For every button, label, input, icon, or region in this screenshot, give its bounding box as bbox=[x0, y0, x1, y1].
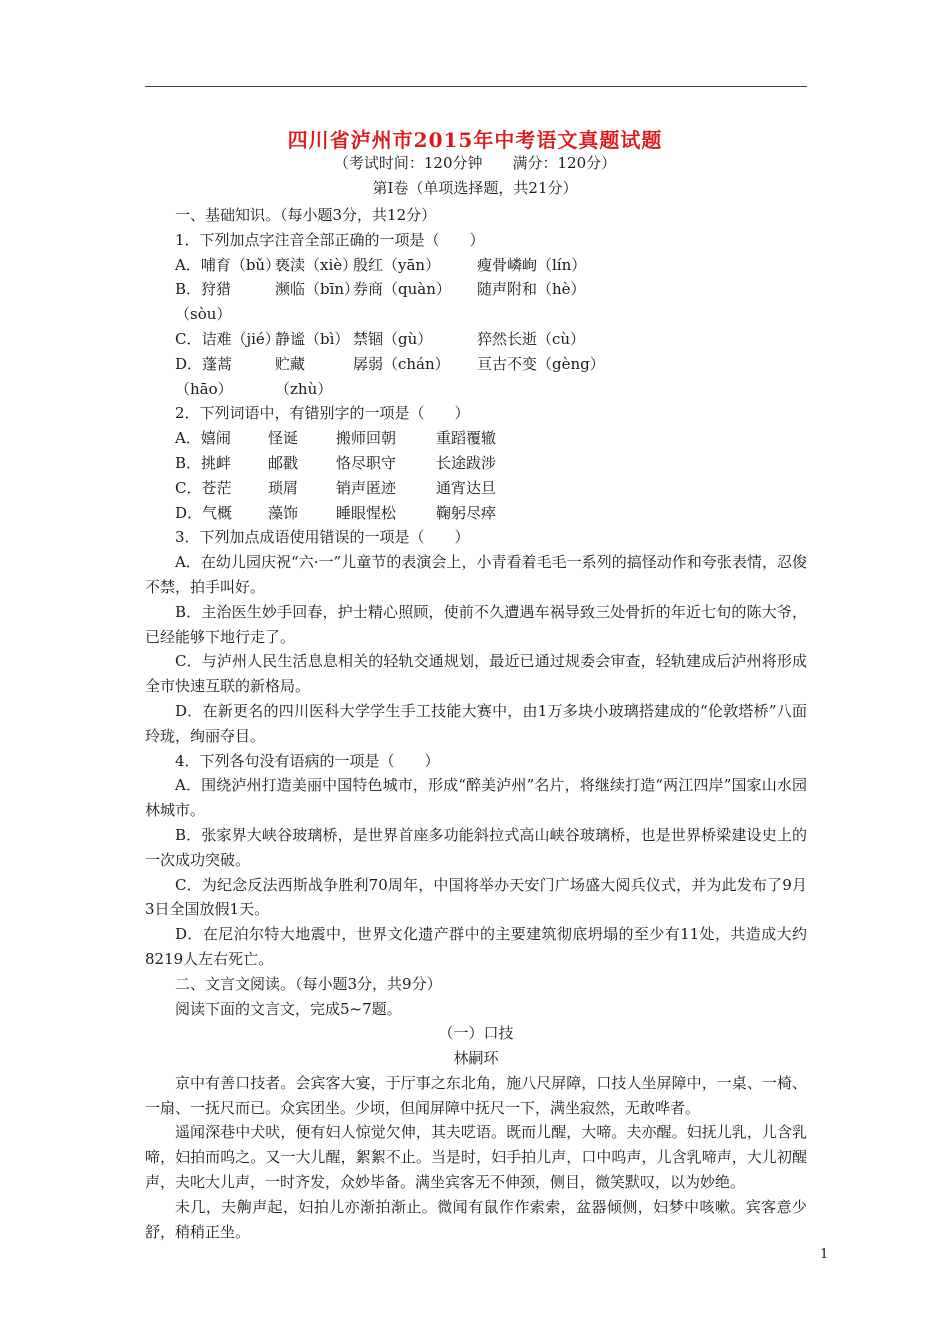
option-item: 瘦骨嶙峋（lín） bbox=[477, 255, 587, 274]
option-item: A．嬉闹 bbox=[175, 429, 231, 448]
q3-stem: 3．下列加点成语使用错误的一项是（ ） bbox=[175, 528, 470, 547]
section2-instruction: 阅读下面的文言文，完成5~7题。 bbox=[175, 999, 402, 1018]
q1-option-row bbox=[145, 327, 807, 352]
option-item: 睡眼惺松 bbox=[336, 503, 397, 522]
option-item: 猝然长逝（cù） bbox=[477, 329, 586, 348]
q1-option-row bbox=[145, 352, 807, 402]
option-item: 搬师回朝 bbox=[336, 429, 397, 448]
option-item: 琐屑 bbox=[268, 478, 299, 497]
section2-heading: 二、文言文阅读。（每小题3分，共9分） bbox=[175, 974, 442, 993]
q3-option-c: C．与泸州人民生活息息相关的轻轨交通规划，最近已通过规委会审查，轻轨建成后泸州将形成全市快速互联的新格局。 bbox=[145, 652, 807, 696]
document-body bbox=[145, 203, 807, 1244]
exam-title: 四川省泸州市2015年中考语文真题试题 bbox=[287, 128, 663, 152]
q2-stem: 2．下列词语中，有错别字的一项是（ ） bbox=[175, 404, 470, 423]
option-item: 恪尽职守 bbox=[336, 453, 397, 472]
option-item: B．挑衅 bbox=[175, 453, 232, 472]
option-item: D．蓬蒿（hāo） bbox=[175, 354, 233, 398]
q2-option-row bbox=[145, 426, 807, 451]
option-item: 濒临（bīn） bbox=[275, 280, 360, 299]
option-item: 随声附和（hè） bbox=[477, 280, 586, 299]
q4-stem: 4．下列各句没有语病的一项是（ ） bbox=[175, 751, 440, 770]
section1-heading: 一、基础知识。（每小题3分，共12分） bbox=[175, 206, 437, 224]
q2-option-row bbox=[145, 451, 807, 476]
passage-paragraph: 未几，夫齁声起，妇拍儿亦渐拍渐止。微闻有鼠作作索索，盆器倾侧，妇梦中咳嗽。宾客意少舒，稍稍正坐。 bbox=[145, 1197, 807, 1241]
passage-author: 林嗣环 bbox=[453, 1049, 499, 1068]
option-item: B．狩猎（sòu） bbox=[175, 280, 232, 324]
option-item: 邮戳 bbox=[268, 453, 299, 472]
option-item: 亵渎（xiè） bbox=[275, 255, 358, 274]
q4-option-d: D．在尼泊尔特大地震中，世界文化遗产群中的主要建筑彻底坍塌的至少有11处，共造成大约8219人左右死亡。 bbox=[145, 925, 807, 968]
option-item: 重蹈覆辙 bbox=[436, 429, 497, 448]
option-item: 通宵达旦 bbox=[436, 478, 497, 497]
option-item: 长途跋涉 bbox=[436, 453, 497, 472]
option-item: 怪诞 bbox=[268, 429, 299, 448]
option-item: 藻饰 bbox=[268, 503, 299, 522]
page-number: 1 bbox=[820, 1247, 829, 1262]
option-item: D．气概 bbox=[175, 503, 233, 522]
q2-option-row bbox=[145, 476, 807, 501]
option-item: C．诘难（jié） bbox=[175, 329, 280, 348]
q4-option-a: A．围绕泸州打造美丽中国特色城市，形成“醉美泸州”名片，将继续打造“两江四岸”国家山水园林城市。 bbox=[145, 776, 807, 820]
part-title: 第Ⅰ卷（单项选择题，共21分） bbox=[372, 179, 578, 197]
passage-paragraph: 京中有善口技者。会宾客大宴，于厅事之东北角，施八尺屏障，口技人坐屏障中，一桌、一椅、一扇、一抚尺而已。众宾团坐。少顷，但闻屏障中抚尺一下，满坐寂然，无敢哗者。 bbox=[145, 1073, 807, 1117]
option-item: 鞠躬尽瘁 bbox=[436, 503, 497, 522]
option-item: 殷红（yān） bbox=[353, 255, 441, 274]
passage-paragraph: 遥闻深巷中犬吠，便有妇人惊觉欠伸，其夫呓语。既而儿醒，大啼。夫亦醒。妇抚儿乳，儿含乳啼，妇拍而呜之。又一大儿醒，絮絮不止。当是时，妇手拍儿声，口中呜声，儿含乳啼声，大儿初醒声，夫叱大儿声，一时齐发，众妙毕备。满坐宾客无不伸颈，侧目，微笑默叹，以为妙绝。 bbox=[145, 1123, 807, 1192]
q4-option-b: B．张家界大峡谷玻璃桥，是世界首座多功能斜拉式高山峡谷玻璃桥，也是世界桥梁建设史上的一次成功突破。 bbox=[145, 825, 807, 869]
q2-option-row bbox=[145, 501, 807, 526]
q3-option-a: A．在幼儿园庆祝“六·一”儿童节的表演会上，小青看着毛毛一系列的搞怪动作和夸张表情，忍俊不禁，拍手叫好。 bbox=[145, 553, 807, 596]
option-item: 静谧（bì） bbox=[275, 329, 350, 348]
option-item: 贮藏（zhù） bbox=[275, 354, 333, 398]
q1-option-row bbox=[145, 253, 807, 278]
q1-option-row bbox=[145, 277, 807, 327]
option-item: 券商（quàn） bbox=[353, 280, 451, 299]
option-item: C．苍茫 bbox=[175, 478, 232, 497]
option-item: A．哺育（bǔ） bbox=[175, 255, 281, 274]
q3-option-d: D．在新更名的四川医科大学学生手工技能大赛中，由1万多块小玻璃搭建成的“伦敦塔桥”八面玲珑，绚丽夺目。 bbox=[145, 701, 807, 745]
exam-info: （考试时间：120分钟 满分：120分） bbox=[333, 154, 617, 172]
q1-stem: 1．下列加点字注音全部正确的一项是（ ） bbox=[175, 230, 485, 249]
header-rule bbox=[145, 86, 807, 87]
q4-option-c: C．为纪念反法西斯战争胜利70周年，中国将举办天安门广场盛大阅兵仪式，并为此发布了9月3日全国放假1天。 bbox=[145, 875, 807, 919]
option-item: 销声匿迹 bbox=[336, 478, 397, 497]
option-item: 亘古不变（gèng） bbox=[477, 354, 605, 373]
passage-title: （一）口技 bbox=[438, 1024, 514, 1043]
option-item: 孱弱（chán） bbox=[353, 354, 450, 373]
option-item: 禁锢（gù） bbox=[353, 329, 433, 348]
q3-option-b: B．主治医生妙手回春，护士精心照顾，使前不久遭遇车祸导致三处骨折的年近七旬的陈大爷，已经能够下地行走了。 bbox=[145, 602, 807, 646]
